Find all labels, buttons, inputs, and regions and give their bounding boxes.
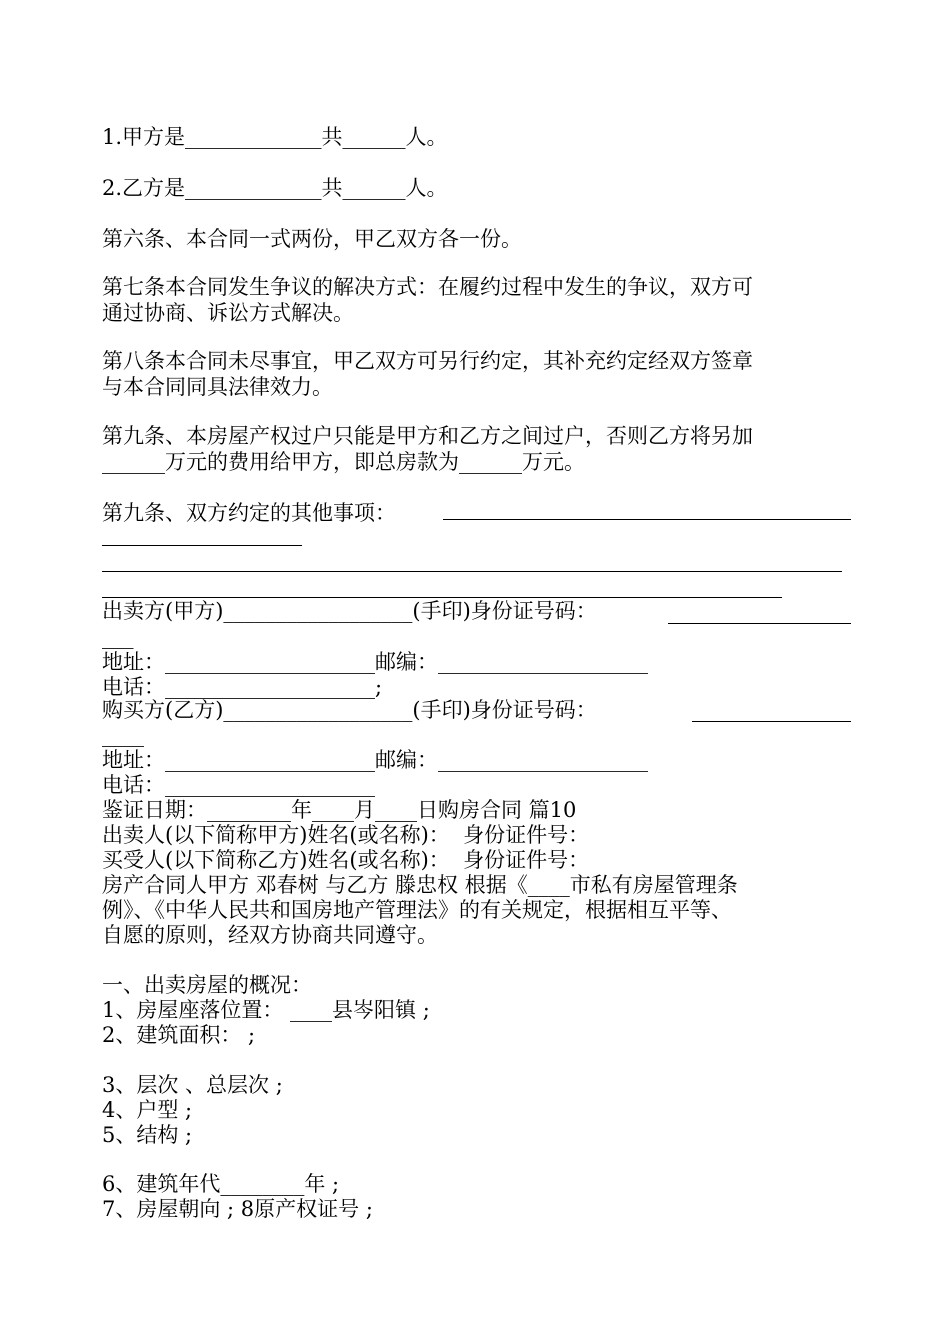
item-floors: 3、层次 、总层次 ;: [102, 1073, 283, 1097]
item-orientation-certificate: 7、房屋朝向 ; 8原产权证号 ;: [102, 1197, 373, 1221]
preamble-line-3: 自愿的原则，经双方协商共同遵守。: [102, 923, 438, 947]
certification-date-line: 鉴证日期：________年____月____日购房合同 篇10: [102, 798, 577, 822]
buyer-phone-line: 电话：____________________: [102, 773, 375, 797]
party-b-count-line: 2.乙方是_____________共______人。: [102, 176, 448, 200]
seller-line: 出卖方(甲方)__________________(手印)身份证号码：: [102, 599, 597, 623]
buyer-id-continuation: ____: [102, 723, 144, 747]
other-matters-blank-2: [102, 545, 302, 546]
article-7-line-1: 第七条本合同发生争议的解决方式：在履约过程中发生的争议，双方可: [102, 275, 753, 299]
article-8-line-2: 与本合同同具法律效力。: [102, 375, 333, 399]
seller-phone-line: 电话：____________________;: [102, 675, 383, 699]
section-1-heading: 一、出卖房屋的概况：: [102, 973, 312, 997]
seller-address-line: 地址：____________________邮编：____________________: [102, 650, 648, 674]
preamble-line-2: 例》、《中华人民共和国房地产管理法》的有关规定，根据相互平等、: [102, 898, 732, 922]
article-7-line-2: 通过协商、诉讼方式解决。: [102, 301, 354, 325]
item-location: 1、房屋座落位置： ____县岑阳镇 ;: [102, 998, 430, 1022]
buyer-line: 购买方(乙方)__________________(手印)身份证号码：: [102, 698, 597, 722]
item-area: 2、建筑面积： ;: [102, 1023, 256, 1047]
article-6: 第六条、本合同一式两份，甲乙双方各一份。: [102, 227, 522, 251]
seller-id-continuation: ___: [102, 625, 134, 649]
article-9-line-1: 第九条、本房屋产权过户只能是甲方和乙方之间过户，否则乙方将另加: [102, 424, 753, 448]
buyer-address-line: 地址：____________________邮编：____________________: [102, 748, 648, 772]
item-layout: 4、户型 ;: [102, 1098, 193, 1122]
party-a-count-line: 1.甲方是_____________共______人。: [102, 125, 448, 149]
preamble-line-1: 房产合同人甲方 邓春树 与乙方 滕忠权 根据《____市私有房屋管理条: [102, 873, 738, 897]
article-8-line-1: 第八条本合同未尽事宜，甲乙双方可另行约定，其补充约定经双方签章: [102, 349, 753, 373]
buyer-id-number-blank: [692, 721, 851, 722]
seller-id-number-blank: [668, 623, 851, 624]
seller-name-line: 出卖人(以下简称甲方)姓名(或名称)： 身份证件号：: [102, 823, 590, 847]
item-structure: 5、结构 ;: [102, 1123, 193, 1147]
other-matters-blank-3: [102, 571, 842, 572]
article-9-line-2: ______万元的费用给甲方，即总房款为______万元。: [102, 450, 585, 474]
buyer-name-line: 买受人(以下简称乙方)姓名(或名称)： 身份证件号：: [102, 848, 590, 872]
other-matters-blank-1: [443, 519, 851, 520]
item-build-year: 6、建筑年代________年 ;: [102, 1172, 340, 1196]
other-matters-label: 第九条、双方约定的其他事项：: [102, 501, 396, 525]
